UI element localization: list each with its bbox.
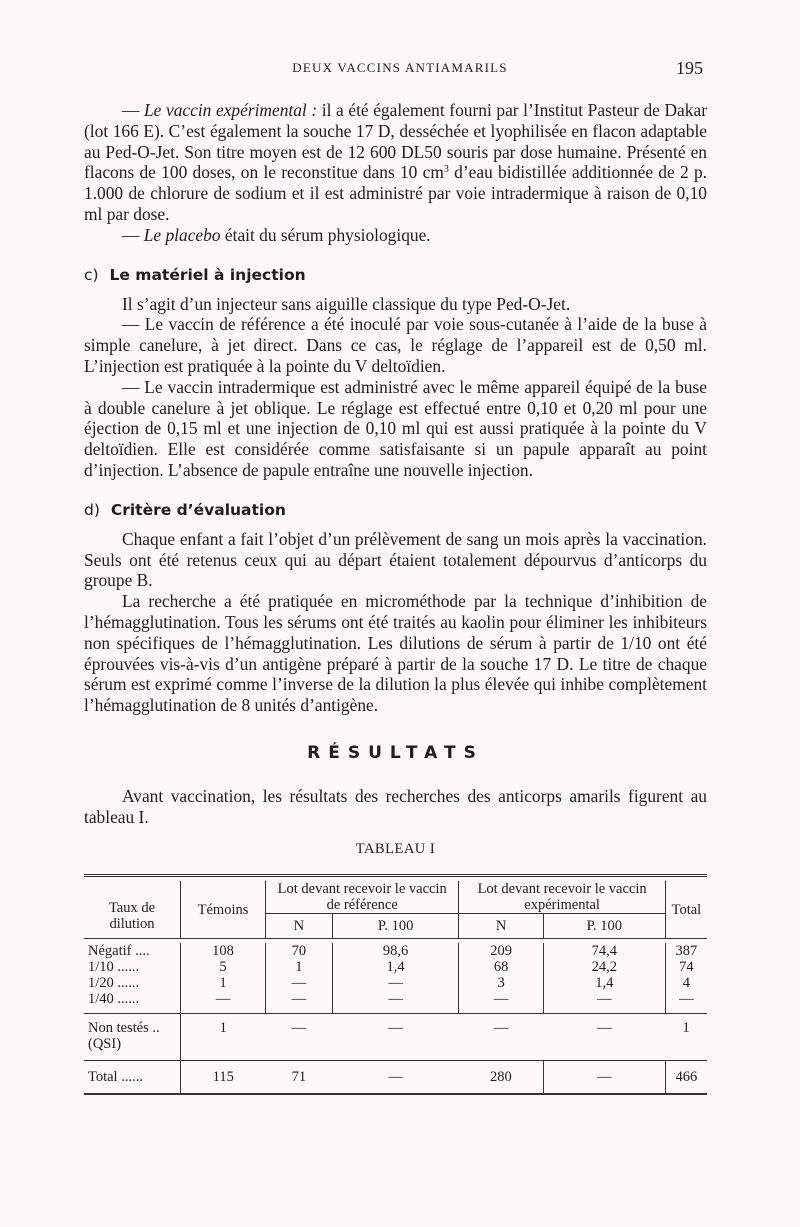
section-d-heading: d) Critère d’évaluation: [84, 500, 286, 519]
paragraph: Avant vaccination, les résultats des recherches des anticorps amarils figurent au tableau I.: [84, 785, 707, 827]
running-header: DEUX VACCINS ANTIAMARILS: [292, 60, 508, 75]
paragraph: Il s’agit d’un injecteur sans aiguille classique du type Ped-O-Jet.: [122, 293, 571, 314]
header-exp-n: N: [459, 914, 543, 939]
results-table: [84, 874, 707, 1095]
table-row: 1/40 ...... — — — — — —: [84, 991, 707, 1014]
paragraph-placebo: — Le placebo était du sérum physiologique.: [122, 224, 431, 245]
header-exp-p: P. 100: [543, 914, 665, 939]
results-heading: RÉSULTATS: [307, 742, 484, 763]
section-c-heading: c) Le matériel à injection: [84, 265, 306, 284]
table-row-non-testes: Non testés .. (QSI) 1 — — — — 1: [84, 1014, 707, 1061]
header-temoins: Témoins: [197, 901, 249, 918]
table-row: 1/20 ...... 1 — — 3 1,4 4: [84, 975, 707, 991]
paragraph: — Le vaccin intradermique est administré avec le même appareil équipé de la buse à double canelure à jet oblique. Le réglage est effectué entre 0,10 et 0,20 ml pour une éjection de 0,15 ml et une injection de 0,10 ml qui est aussi pratiquée à la pointe du V deltoïdien. Elle est considérée comme satisfaisante si un papule apparaît au point d’injection. L’absence de papule entraîne une nouvelle injection.: [84, 376, 707, 480]
header-total: Total: [665, 881, 707, 939]
paragraph-vaccin-experimental: — Le vaccin expérimental : il a été également fourni par l’Institut Pasteur de Dakar (lot 166 E). C’est également la souche 17 D, desséchée et lyophilisée en flacon adaptable au Ped-O-Jet. Son titre moyen est de 12 600 DL50 souris par dose humaine. Présenté en flacons de 100 doses, on le reconstitue dans 10 $cm^3$ d’eau bidistillée additionnée de 2 p. 1.000 de chlorure de sodium et il est administré par voie intradermique à raison de 0,10 ml par dose.: [84, 100, 707, 224]
header-ref-p: P. 100: [332, 914, 459, 939]
header-lot-experimental: Lot devant recevoir le vaccin expérimental: [459, 881, 665, 914]
table-row: 1/10 ...... 5 1 1,4 68 24,2 74: [84, 959, 707, 975]
header-lot-reference: Lot devant recevoir le vaccin de référence: [266, 881, 459, 914]
body-text: [84, 100, 707, 1095]
header-taux: Taux de dilution: [84, 881, 181, 939]
paragraph: Chaque enfant a fait l’objet d’un prélèvement de sang un mois après la vaccination. Seuls ont été retenus ceux qui au départ étaient totalement dépourvus d’anticorps du groupe B.: [84, 528, 707, 591]
label-vaccin-experimental: Le vaccin expérimental :: [144, 100, 318, 120]
table-row-total: Total ...... 115 71 — 280 — 466: [84, 1061, 707, 1095]
paragraph: La recherche a été pratiquée en microméthode par la technique d’inhibition de l’hémagglutination. Tous les sérums ont été traités au kaolin pour éliminer les inhibiteurs non spécifiques de l’hémagglutination. Les dilutions de sérum à partir de 1/10 ont été éprouvées vis-à-vis d’un antigène préparé à partir de la souche 17 D. Le titre de chaque sérum est exprimé comme l’inverse de la dilution la plus élevée qui inhibe complètement l’hémagglutination de 8 unités d’antigène.: [84, 591, 707, 716]
paragraph: — Le vaccin de référence a été inoculé par voie sous-cutanée à l’aide de la buse à simple canelure, à jet direct. Dans ce cas, le réglage de l’appareil est de 0,50 ml. L’injection est pratiquée à la pointe du V deltoïdien.: [84, 314, 707, 376]
page-number: 195: [676, 58, 703, 78]
label-placebo: Le placebo: [143, 224, 221, 245]
table-caption: TABLEAU I: [355, 841, 436, 858]
table-row: Négatif .... 108 70 98,6 209 74,4 387: [84, 943, 707, 959]
header-ref-n: N: [266, 914, 333, 939]
